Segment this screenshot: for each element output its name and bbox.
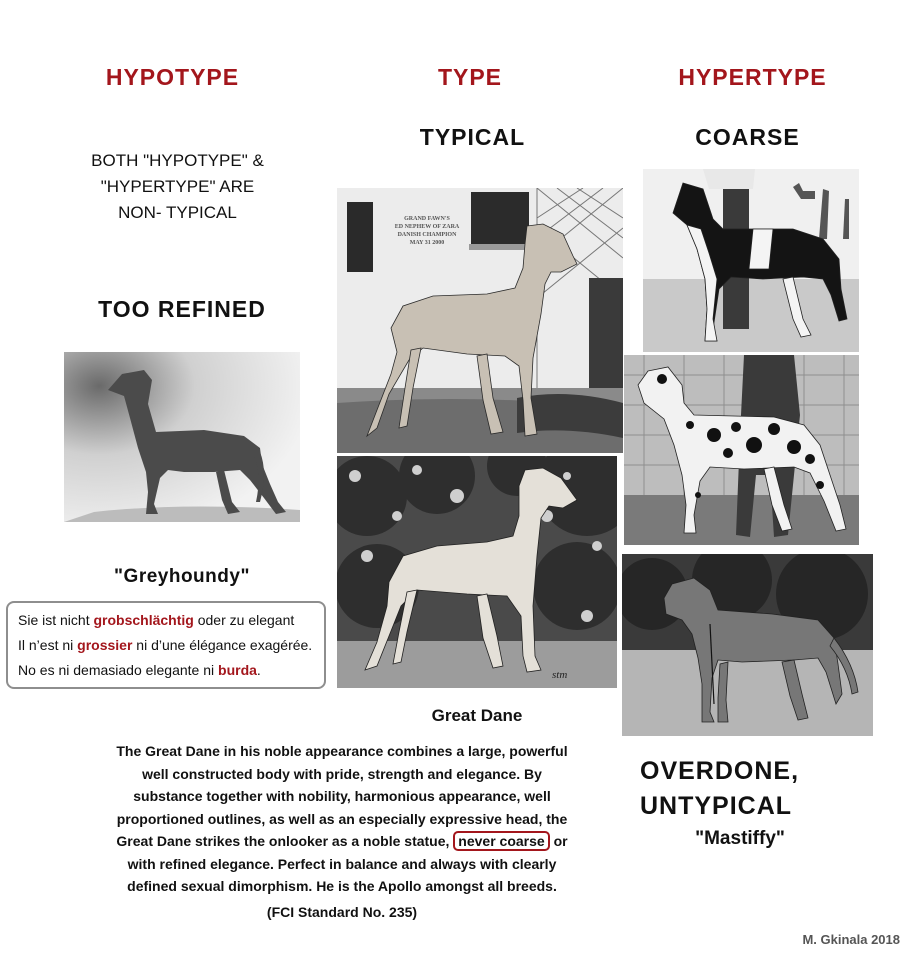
coarse-heading: COARSE xyxy=(695,124,800,150)
note-line: NON- TYPICAL xyxy=(118,203,237,222)
credit-text: M. Gkinala 2018 xyxy=(802,932,900,947)
german-text-after: oder zu elegant xyxy=(193,612,295,628)
photo-refined-dog xyxy=(64,352,300,522)
note-line: "HYPERTYPE" ARE xyxy=(100,177,255,196)
standard-line: proportioned outlines, as well as an especially expressive head, the xyxy=(116,810,568,827)
non-typical-note xyxy=(50,148,305,226)
standard-line-5-before: Great Dane strikes the onlooker as a noble statue, xyxy=(116,833,454,849)
photo-overdone-fawn xyxy=(622,554,873,736)
greyhoundy-label: "Greyhoundy" xyxy=(114,566,250,587)
hypotype-heading: HYPOTYPE xyxy=(105,64,240,90)
sign-line: ED NEPHEW OF ZARA xyxy=(394,224,460,230)
type-heading: TYPE xyxy=(437,64,503,90)
never-coarse-highlight: never coarse xyxy=(453,831,549,851)
german-line xyxy=(18,608,314,633)
spanish-text-after: . xyxy=(256,662,261,678)
spanish-text-before: No es ni demasiado elegante ni xyxy=(18,662,219,678)
standard-line: with refined elegance. Perfect in balance and always with clearly xyxy=(127,855,557,872)
great-dane-label: Great Dane xyxy=(431,706,523,725)
standard-line: defined sexual dimorphism. He is the Apollo amongst all breeds. xyxy=(127,878,557,894)
sign-line: DANISH CHAMPION xyxy=(397,232,457,238)
photo-typical-dane-1 xyxy=(337,188,623,453)
translations-box xyxy=(6,601,326,689)
fci-standard-text xyxy=(62,740,622,898)
standard-line xyxy=(62,830,622,853)
photo-coarse-harlequin xyxy=(624,355,859,545)
untypical-line: UNTYPICAL xyxy=(640,792,793,820)
fci-citation: (FCI Standard No. 235) xyxy=(266,904,418,920)
french-text-before: Il n’est ni xyxy=(18,637,78,653)
sign-line: MAY 31 2000 xyxy=(409,240,445,246)
photo-typical-dane-2 xyxy=(337,456,617,688)
hypertype-heading: HYPERTYPE xyxy=(678,64,827,90)
french-text-after: ni d’une élégance exagérée. xyxy=(132,637,313,653)
standard-line: well constructed body with pride, strength and elegance. By xyxy=(142,765,542,782)
french-key-word: grossier xyxy=(77,637,133,653)
too-refined-heading: TOO REFINED xyxy=(98,296,266,322)
standard-line: The Great Dane in his noble appearance combines a large, powerful xyxy=(116,743,568,759)
note-line: BOTH "HYPOTYPE" & xyxy=(91,151,264,170)
german-key-word: grobschlächtig xyxy=(93,612,194,628)
german-text-before: Sie ist nicht xyxy=(18,612,94,628)
spanish-line xyxy=(18,658,314,683)
overdone-line: OVERDONE, xyxy=(640,757,800,785)
spanish-key-word: burda xyxy=(218,662,257,678)
standard-line-5-after: or xyxy=(549,833,568,849)
typical-heading: TYPICAL xyxy=(419,124,526,150)
photo-coarse-mantle xyxy=(643,169,859,352)
photo-signature: stm xyxy=(552,669,568,681)
french-line xyxy=(18,633,314,658)
standard-line: substance together with nobility, harmonious appearance, well xyxy=(133,788,551,804)
overdone-heading xyxy=(640,754,840,824)
sign-line: GRAND FAWN'S xyxy=(404,216,450,222)
mastiffy-label: "Mastiffy" xyxy=(695,828,785,849)
